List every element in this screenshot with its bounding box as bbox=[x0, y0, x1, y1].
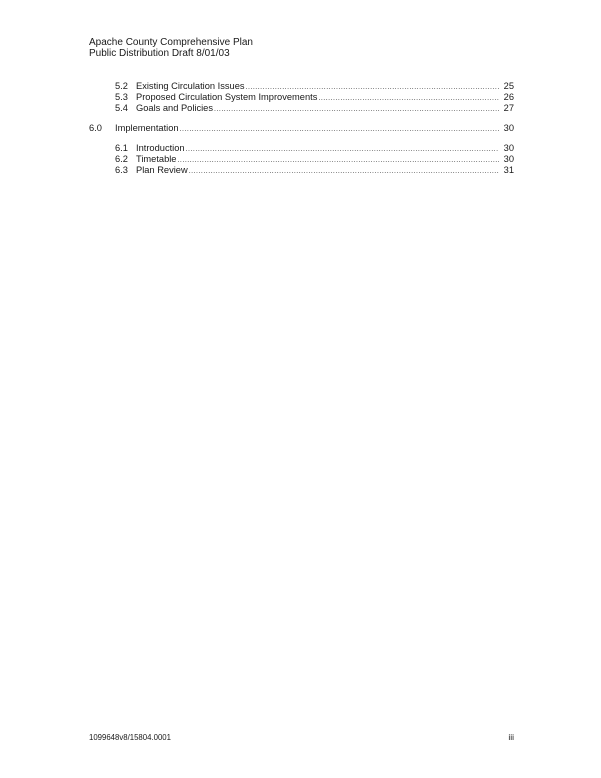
toc-title: Introduction bbox=[136, 143, 185, 153]
toc-entry-6-1[interactable] bbox=[89, 143, 514, 154]
toc-page: 31 bbox=[503, 165, 514, 175]
toc-entry-6-3[interactable] bbox=[89, 165, 514, 176]
toc-leader bbox=[180, 124, 499, 135]
toc-number: 5.2 bbox=[115, 81, 128, 91]
toc-page: 30 bbox=[503, 154, 514, 164]
header-title: Apache County Comprehensive Plan bbox=[89, 37, 253, 48]
page-header bbox=[89, 37, 253, 59]
toc-entry-6-0[interactable] bbox=[89, 123, 514, 134]
toc-number: 6.0 bbox=[89, 123, 102, 133]
toc-title: Existing Circulation Issues bbox=[136, 81, 245, 91]
toc-entry-6-2[interactable] bbox=[89, 154, 514, 165]
toc-title: Goals and Policies bbox=[136, 103, 213, 113]
toc-leader bbox=[214, 104, 499, 115]
table-of-contents bbox=[89, 81, 514, 176]
toc-title: Proposed Circulation System Improvements bbox=[136, 92, 318, 102]
toc-spacer bbox=[89, 134, 514, 143]
toc-number: 5.3 bbox=[115, 92, 128, 102]
toc-spacer bbox=[89, 114, 514, 123]
toc-number: 6.1 bbox=[115, 143, 128, 153]
toc-title: Plan Review bbox=[136, 165, 188, 175]
toc-entry-5-3[interactable] bbox=[89, 92, 514, 103]
toc-entry-5-4[interactable] bbox=[89, 103, 514, 114]
toc-page: 25 bbox=[503, 81, 514, 91]
toc-page: 30 bbox=[503, 143, 514, 153]
toc-page: 27 bbox=[503, 103, 514, 113]
header-subtitle: Public Distribution Draft 8/01/03 bbox=[89, 48, 230, 59]
toc-number: 5.4 bbox=[115, 103, 128, 113]
footer-doc-id: 1099648v8/15804.0001 bbox=[89, 733, 171, 742]
toc-page: 26 bbox=[503, 92, 514, 102]
toc-title: Timetable bbox=[136, 154, 177, 164]
toc-entry-5-2[interactable] bbox=[89, 81, 514, 92]
toc-page: 30 bbox=[503, 123, 514, 133]
toc-number: 6.2 bbox=[115, 154, 128, 164]
toc-leader bbox=[189, 166, 499, 177]
footer-page-number: iii bbox=[508, 732, 514, 742]
toc-number: 6.3 bbox=[115, 165, 128, 175]
toc-title: Implementation bbox=[115, 123, 179, 133]
